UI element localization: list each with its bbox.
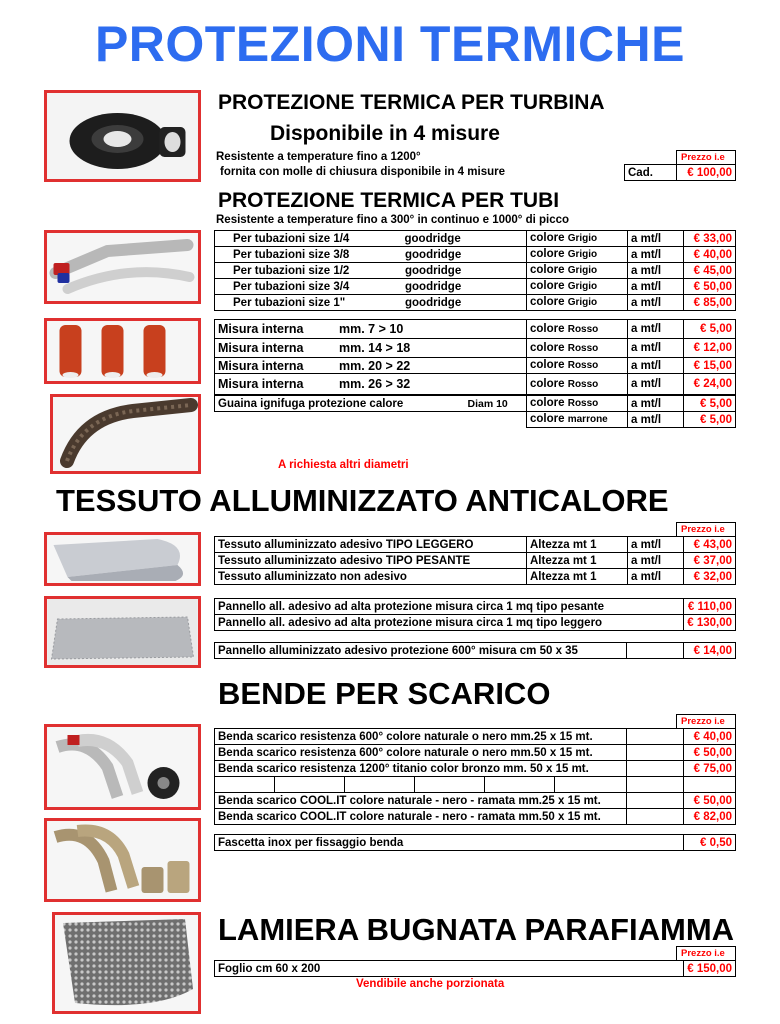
- turbina-subtitle: Disponibile in 4 misure: [270, 122, 500, 145]
- table-row: [215, 643, 736, 659]
- price-cell: € 37,00: [684, 553, 736, 569]
- color-cell: colore Grigio: [527, 295, 628, 311]
- bende-table: [214, 728, 736, 825]
- guaina-table: [214, 395, 736, 428]
- table-row: [215, 761, 736, 777]
- desc-cell: Misura interna mm. 14 > 18: [215, 339, 527, 358]
- desc-cell: Per tubazioni size 3/8 goodridge: [215, 247, 527, 263]
- tubi-note: A richiesta altri diametri: [278, 459, 409, 471]
- bende-title: BENDE PER SCARICO: [218, 676, 551, 711]
- desc-cell: Per tubazioni size 3/4 goodridge: [215, 279, 527, 295]
- unit-cell: a mt/l: [628, 263, 684, 279]
- desc-cell: Per tubazioni size 1" goodridge: [215, 295, 527, 311]
- desc-cell: Benda scarico resistenza 600° colore naturale o nero mm.25 x 15 mt.: [215, 729, 627, 745]
- desc-cell: Benda scarico COOL.IT colore naturale - nero - ramata mm.50 x 15 mt.: [215, 809, 627, 825]
- table-row: [215, 279, 736, 295]
- desc-cell: Tessuto alluminizzato adesivo TIPO PESANTE: [215, 553, 527, 569]
- unit-cell: a mt/l: [628, 569, 684, 585]
- desc-cell: Per tubazioni size 1/2 goodridge: [215, 263, 527, 279]
- table-row: [215, 247, 736, 263]
- price-cell: € 40,00: [684, 247, 736, 263]
- color-cell: colore Rosso: [527, 339, 628, 358]
- color-cell: colore Rosso: [527, 320, 628, 339]
- color-cell: colore Rosso: [527, 396, 628, 412]
- color-cell: colore Grigio: [527, 279, 628, 295]
- table-row: [215, 615, 736, 631]
- price-cell: € 130,00: [684, 615, 736, 631]
- bende-prezzo-label: Prezzo i.e: [676, 714, 736, 729]
- desc-cell: Fascetta inox per fissaggio benda: [215, 835, 684, 851]
- color-cell: colore Grigio: [527, 231, 628, 247]
- price-cell: € 40,00: [684, 729, 736, 745]
- height-cell: Altezza mt 1: [527, 569, 628, 585]
- price-cell: € 33,00: [684, 231, 736, 247]
- exhaust-wrap-photo: [44, 724, 201, 810]
- unit-cell: a mt/l: [628, 295, 684, 311]
- price-cell: € 5,00: [684, 396, 736, 412]
- desc-cell: Tessuto alluminizzato adesivo TIPO LEGGERO: [215, 537, 527, 553]
- turbina-title: PROTEZIONE TERMICA PER TURBINA: [218, 91, 605, 114]
- price-cell: € 32,00: [684, 569, 736, 585]
- table-row: [215, 320, 736, 339]
- aluminized-panel-photo: [44, 596, 201, 668]
- unit-cell: a mt/l: [628, 358, 684, 374]
- price-cell: € 50,00: [684, 793, 736, 809]
- desc-cell: Pannello all. adesivo ad alta protezione misura circa 1 mq tipo leggero: [215, 615, 684, 631]
- turbina-price-table: [624, 164, 736, 181]
- price-cell: € 110,00: [684, 599, 736, 615]
- turbina-line2: fornita con molle di chiusura disponibile in 4 misure: [220, 166, 505, 178]
- price-cell: € 50,00: [684, 279, 736, 295]
- tessuto-table: [214, 536, 736, 585]
- table-row: [215, 263, 736, 279]
- table-row: [215, 396, 736, 412]
- price-cell: € 24,00: [684, 374, 736, 395]
- price-cell: € 82,00: [684, 809, 736, 825]
- lamiera-table: [214, 960, 736, 977]
- desc-cell: Benda scarico COOL.IT colore naturale - nero - ramata mm.25 x 15 mt.: [215, 793, 627, 809]
- tubi-size-table: [214, 230, 736, 311]
- unit-cell: a mt/l: [628, 320, 684, 339]
- tessuto-title: TESSUTO ALLUMINIZZATO ANTICALORE: [56, 483, 669, 518]
- color-cell: colore marrone: [527, 412, 628, 428]
- table-row: [215, 339, 736, 358]
- aluminized-fabric-photo: [44, 532, 201, 586]
- unit-cell: a mt/l: [628, 279, 684, 295]
- table-row: [215, 358, 736, 374]
- height-cell: Altezza mt 1: [527, 553, 628, 569]
- table-row: [215, 777, 736, 793]
- desc-cell: Misura interna mm. 20 > 22: [215, 358, 527, 374]
- table-row: [215, 599, 736, 615]
- tubi-misure-table: [214, 319, 736, 395]
- table-row: [215, 295, 736, 311]
- price-cell: € 5,00: [684, 412, 736, 428]
- table-row: [625, 165, 736, 181]
- height-cell: Altezza mt 1: [527, 537, 628, 553]
- braided-sleeve-photo: [50, 394, 201, 474]
- unit-cell: a mt/l: [628, 412, 684, 428]
- titanium-wrap-photo: [44, 818, 201, 902]
- diam-cell: Diam 10: [465, 396, 527, 412]
- price-cell: € 150,00: [684, 961, 736, 977]
- unit-cell: a mt/l: [628, 231, 684, 247]
- price-cell: € 100,00: [677, 165, 736, 181]
- table-row: [215, 553, 736, 569]
- desc-cell: Pannello alluminizzato adesivo protezione 600° misura cm 50 x 35: [215, 643, 627, 659]
- price-cell: € 5,00: [684, 320, 736, 339]
- tubi-subtitle: Resistente a temperature fino a 300° in continuo e 1000° di picco: [216, 214, 570, 226]
- pannelli-table: [214, 598, 736, 631]
- pannello600-table: [214, 642, 736, 659]
- price-cell: € 12,00: [684, 339, 736, 358]
- unit-cell: Cad.: [625, 165, 677, 181]
- unit-cell: a mt/l: [628, 537, 684, 553]
- desc-cell: Misura interna mm. 26 > 32: [215, 374, 527, 395]
- desc-cell: Foglio cm 60 x 200: [215, 961, 684, 977]
- lamiera-prezzo-label: Prezzo i.e: [676, 946, 736, 961]
- table-row: [215, 793, 736, 809]
- color-cell: colore Grigio: [527, 247, 628, 263]
- desc-cell: Guaina ignifuga protezione calore: [215, 396, 465, 412]
- unit-cell: a mt/l: [628, 553, 684, 569]
- table-row: [215, 745, 736, 761]
- turbo-blanket-photo: [44, 90, 201, 182]
- color-cell: colore Rosso: [527, 374, 628, 395]
- hose-sleeve-photo: [44, 230, 201, 304]
- unit-cell: a mt/l: [628, 396, 684, 412]
- table-row: [215, 412, 736, 428]
- color-cell: colore Rosso: [527, 358, 628, 374]
- embossed-sheet-photo: [52, 912, 201, 1014]
- tubi-title: PROTEZIONE TERMICA PER TUBI: [218, 189, 560, 212]
- table-row: [215, 231, 736, 247]
- turbina-prezzo-label: Prezzo i.e: [676, 150, 736, 165]
- price-cell: € 14,00: [684, 643, 736, 659]
- price-cell: € 50,00: [684, 745, 736, 761]
- desc-cell: Per tubazioni size 1/4 goodridge: [215, 231, 527, 247]
- unit-cell: a mt/l: [628, 247, 684, 263]
- red-sleeve-photo: [44, 318, 201, 384]
- turbina-line1: Resistente a temperature fino a 1200°: [216, 151, 421, 163]
- lamiera-title: LAMIERA BUGNATA PARAFIAMMA: [218, 912, 735, 947]
- desc-cell: Benda scarico resistenza 1200° titanio color bronzo mm. 50 x 15 mt.: [215, 761, 627, 777]
- table-row: [215, 374, 736, 395]
- table-row: [215, 537, 736, 553]
- desc-cell: Pannello all. adesivo ad alta protezione misura circa 1 mq tipo pesante: [215, 599, 684, 615]
- lamiera-note: Vendibile anche porzionata: [356, 978, 505, 990]
- price-cell: € 85,00: [684, 295, 736, 311]
- tessuto-prezzo-label: Prezzo i.e: [676, 522, 736, 537]
- page-title: PROTEZIONI TERMICHE: [94, 16, 686, 72]
- price-cell: € 45,00: [684, 263, 736, 279]
- table-row: [215, 809, 736, 825]
- table-row: [215, 961, 736, 977]
- unit-cell: a mt/l: [628, 374, 684, 395]
- desc-cell: Benda scarico resistenza 600° colore naturale o nero mm.50 x 15 mt.: [215, 745, 627, 761]
- price-cell: € 43,00: [684, 537, 736, 553]
- table-row: [215, 569, 736, 585]
- price-cell: € 0,50: [684, 835, 736, 851]
- color-cell: colore Grigio: [527, 263, 628, 279]
- fascetta-table: [214, 834, 736, 851]
- table-row: [215, 835, 736, 851]
- table-row: [215, 729, 736, 745]
- price-cell: € 15,00: [684, 358, 736, 374]
- price-cell: € 75,00: [684, 761, 736, 777]
- desc-cell: Misura interna mm. 7 > 10: [215, 320, 527, 339]
- desc-cell: Tessuto alluminizzato non adesivo: [215, 569, 527, 585]
- unit-cell: a mt/l: [628, 339, 684, 358]
